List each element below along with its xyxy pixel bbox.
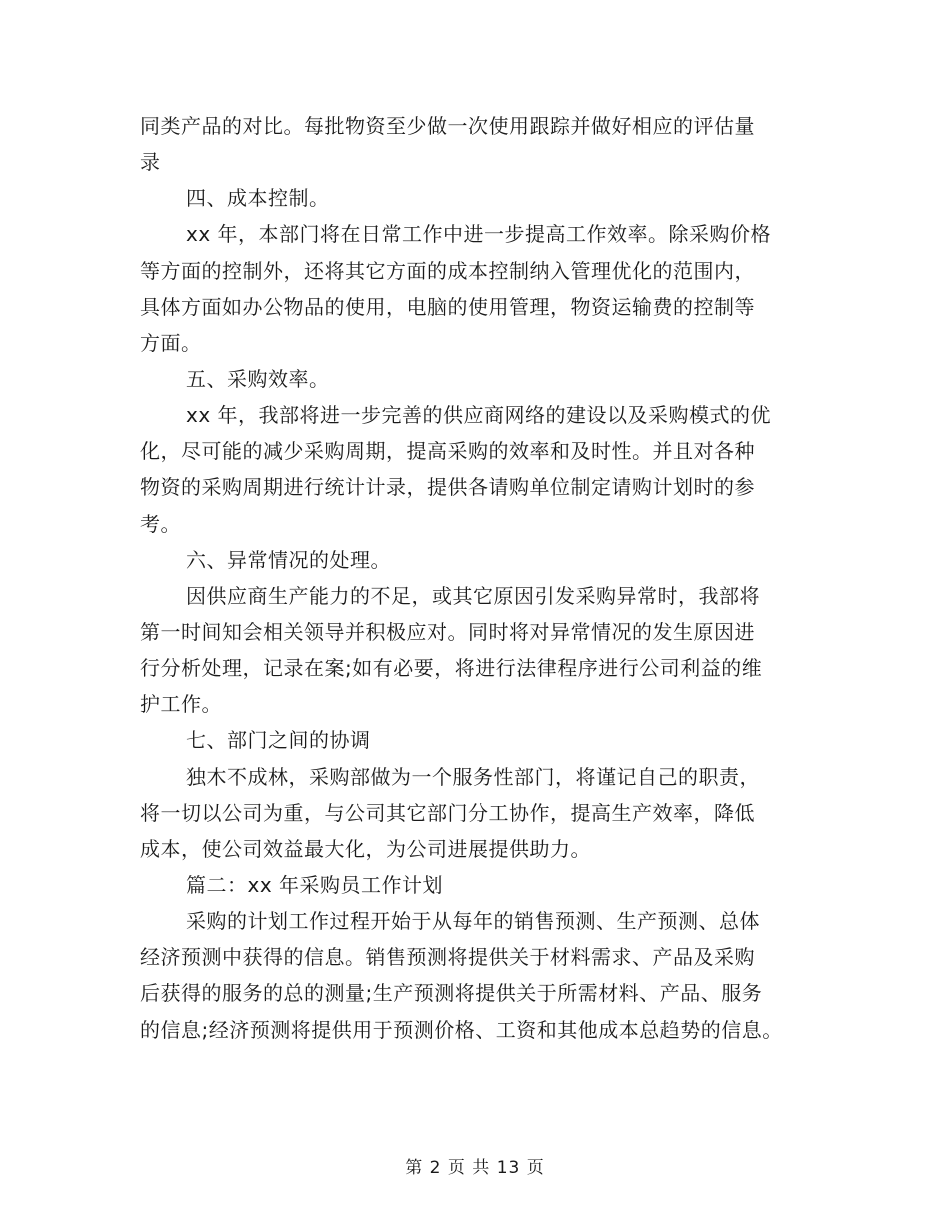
text-line: 考。 — [140, 511, 181, 536]
text-line: 第一时间知会相关领导并积极应对。同时将对异常情况的发生原因进 — [140, 619, 755, 644]
text-line: 同类产品的对比。每批物资至少做一次使用跟踪并做好相应的评估量 — [140, 114, 755, 138]
text-line: 化，尽可能的减少采购周期，提高采购的效率和及时性。并且对各种 — [140, 439, 755, 464]
text-line: xx 年，本部门将在日常工作中进一步提高工作效率。除采购价格 — [186, 222, 772, 247]
text-line: 录 — [140, 150, 161, 175]
text-line: 的信息;经济预测将提供用于预测价格、工资和其他成本总趋势的信息。 — [140, 1017, 783, 1042]
text-line: 七、部门之间的协调 — [186, 728, 371, 753]
page-number-footer: 第 2 页 共 13 页 — [405, 1158, 545, 1178]
text-line: 行分析处理，记录在案;如有必要，将进行法律程序进行公司利益的维 — [140, 656, 763, 681]
text-line: 方面。 — [140, 330, 202, 355]
text-line: 等方面的控制外，还将其它方面的成本控制纳入管理优化的范围内， — [140, 258, 755, 283]
text-line: 物资的采购周期进行统计计录，提供各请购单位制定请购计划时的参 — [140, 475, 755, 500]
text-line: 因供应商生产能力的不足，或其它原因引发采购异常时，我部将 — [186, 583, 760, 608]
text-line: 具体方面如办公物品的使用，电脑的使用管理，物资运输费的控制等 — [140, 294, 755, 319]
text-line: 独木不成林，采购部做为一个服务性部门，将谨记自己的职责， — [186, 764, 760, 789]
text-line: xx 年，我部将进一步完善的供应商网络的建设以及采购模式的优 — [186, 403, 772, 428]
text-line: 成本，使公司效益最大化，为公司进展提供助力。 — [140, 836, 591, 861]
text-line: 采购的计划工作过程开始于从每年的销售预测、生产预测、总体 — [186, 909, 760, 934]
text-line: 篇二：xx 年采购员工作计划 — [186, 872, 444, 897]
text-line: 护工作。 — [140, 692, 222, 717]
text-line: 六、异常情况的处理。 — [186, 547, 391, 572]
text-line: 五、采购效率。 — [186, 366, 330, 391]
document-body — [140, 108, 820, 1048]
text-line: 四、成本控制。 — [186, 186, 330, 211]
text-line: 将一切以公司为重，与公司其它部门分工协作，提高生产效率，降低 — [140, 800, 755, 825]
text-line: 后获得的服务的总的测量;生产预测将提供关于所需材料、产品、服务 — [140, 981, 763, 1006]
text-line: 经济预测中获得的信息。销售预测将提供关于材料需求、产品及采购 — [140, 945, 755, 970]
